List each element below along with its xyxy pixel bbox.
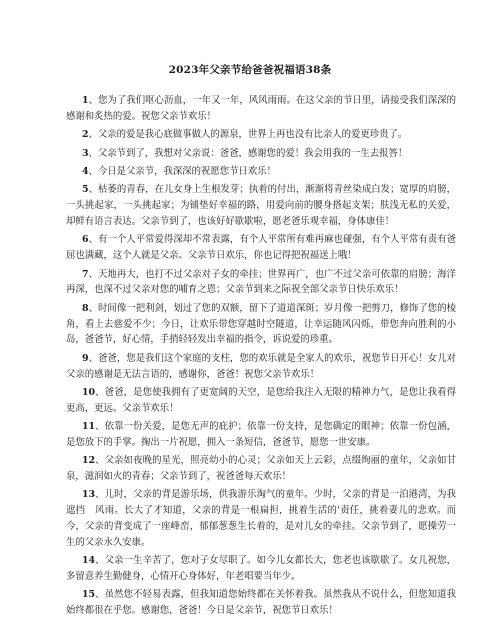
paragraph-text: 、天地再大，也打不过父亲对子女的牵挂；世界再广，也广不过父亲可依靠的肩膀；海洋再深，也深不过父亲对您的哺育之恩；父亲节到来之际祝全部父亲节日快乐欢乐！ — [66, 268, 456, 296]
paragraph-12 — [66, 453, 456, 485]
paragraph-11 — [66, 419, 456, 451]
paragraph-text: 、有一个人平常爱得深却不常表露，有个人平常所有难再麻也碰强，有个人平常有责有爸屈也满藏，这个人就是父亲。父亲节日欢乐，你也记得把祝福送上哦！ — [66, 234, 456, 262]
paragraph-number: 7 — [82, 268, 89, 280]
paragraph-text: 、枯萎的青春，在儿女身上生根发芽；执着的付出，渐渐将青丝染成白发；宽厚的肩膀，一头挑起家，一头挑起家；为铺垫好幸福的路，用爱向前的腰身搭起支架；肤浅无私的关爱，却鲜有语言表达。父亲节到了，也该好好歇歇啦，愿老爸乐观幸福，身体康佳！ — [66, 184, 456, 227]
paragraph-text: 、依靠一份关爱，是您无声的庇护；依靠一份支持，是您确定的眼神；依靠一份包涵，是您放下的手掌。掬出一片祝愿，拥入一条短信，爸爸节，愿您一世安康。 — [66, 421, 456, 448]
paragraph-9 — [66, 351, 456, 383]
paragraph-number: 5 — [82, 184, 89, 196]
paragraph-number: 12 — [82, 455, 96, 467]
paragraph-5 — [66, 182, 456, 229]
paragraph-text: 、您为了我们呕心沥血，一年又一年，风风雨雨。在这父亲的节日里，请接受我们深深的感谢和炙热的爱。祝您父亲节欢乐！ — [66, 95, 456, 122]
paragraph-15 — [66, 587, 456, 619]
paragraph-number: 8 — [82, 302, 89, 314]
paragraph-text: 、父亲一生辛苦了，您对子女尽职了。如今儿女都长大，您老也该歇歇了。女儿祝您，多留意养生勤健身，心情开心身体好，年老唱要当年少。 — [66, 555, 456, 583]
paragraph-number: 10 — [82, 386, 96, 398]
paragraph-number: 4 — [82, 165, 89, 177]
paragraph-10 — [66, 385, 456, 417]
paragraph-text: 、时间像一把利剑，划过了您的双额，留下了道道深斑；岁月像一把剪刀，修饰了您的棱角，看上去慈爱不少；今日，让欢乐带您穿越时空隧道，让幸运随风闪烁，带您奔向胜利的小岛，爸爸节，好心情，手捎轻轻发出幸福的指令，诉说爱的珍重。 — [66, 302, 456, 346]
paragraph-1 — [66, 93, 456, 125]
paragraph-number: 13 — [82, 489, 96, 501]
paragraph-number: 6 — [82, 234, 89, 246]
paragraph-number: 3 — [82, 147, 89, 159]
paragraph-number: 9 — [82, 352, 89, 364]
paragraph-text: 、父亲节到了，我想对父亲说：爸爸，感谢您的爱！我会用我的一生去报答！ — [88, 147, 408, 159]
paragraph-number: 1 — [82, 95, 89, 106]
paragraph-6 — [66, 232, 456, 264]
paragraph-number: 14 — [82, 555, 96, 567]
document-title: 2023年父亲节给爸爸祝福语38条 — [168, 64, 332, 76]
paragraph-4 — [66, 164, 456, 180]
paragraph-text: 、爸爸，您是我们这个家庭的支柱，您的欢乐就是全家人的欢乐，祝您节日开心！女儿对父亲的感谢是无法言语的，感谢你，爸爸！祝您父亲节欢乐！ — [66, 352, 456, 380]
document-body — [66, 93, 456, 622]
paragraph-number: 11 — [82, 421, 96, 433]
paragraph-number: 15 — [82, 589, 96, 601]
paragraph-number: 2 — [82, 129, 89, 141]
paragraph-text: 、虽然您不轻易表露，但我知道您始终都在关怀着我。虽然我从不说什么，但您知道我始终都很在乎您。感谢您，爸爸！今日是父亲节，祝您节日欢乐！ — [66, 589, 456, 617]
paragraph-13 — [66, 487, 456, 550]
paragraph-text: 、儿时，父亲的背是游乐场，供我游乐淘气的童年。少时，父亲的背是一泊港湾，为我遮挡 风雨。长大了才知道，父亲的背是一根扁担，挑着生活的'责任，挑着妻儿的悲欢。而今，父亲的背变成了一座峰峦，郁郁葱葱生长着的，是对儿女的牵挂。父亲节到了，愿操劳一生的父亲永久安康。 — [66, 489, 456, 548]
paragraph-text: 、爸爸，是您使我拥有了更宽阔的天空，是您给我注入无限的精神力气，是您让我看得更高，更远。父亲节欢乐！ — [66, 386, 456, 414]
paragraph-text: 、今日是父亲节，我深深的祝愿您节日欢乐！ — [88, 165, 277, 177]
paragraph-3 — [66, 146, 456, 162]
paragraph-text: 、父亲如夜晚的星光，照亮幼小的心灵；父亲如天上云彩，点缀绚丽的童年，父亲如甘泉，滋润如火的青春；父亲节到了，祝爸爸每天欢乐！ — [66, 455, 456, 483]
paragraph-text: 、父亲的爱是我心底做事做人的源泉，世界上再也没有比亲人的爱更珍贵了。 — [88, 129, 408, 141]
paragraph-8 — [66, 301, 456, 348]
paragraph-7 — [66, 267, 456, 299]
paragraph-2 — [66, 127, 456, 143]
paragraph-14 — [66, 553, 456, 585]
